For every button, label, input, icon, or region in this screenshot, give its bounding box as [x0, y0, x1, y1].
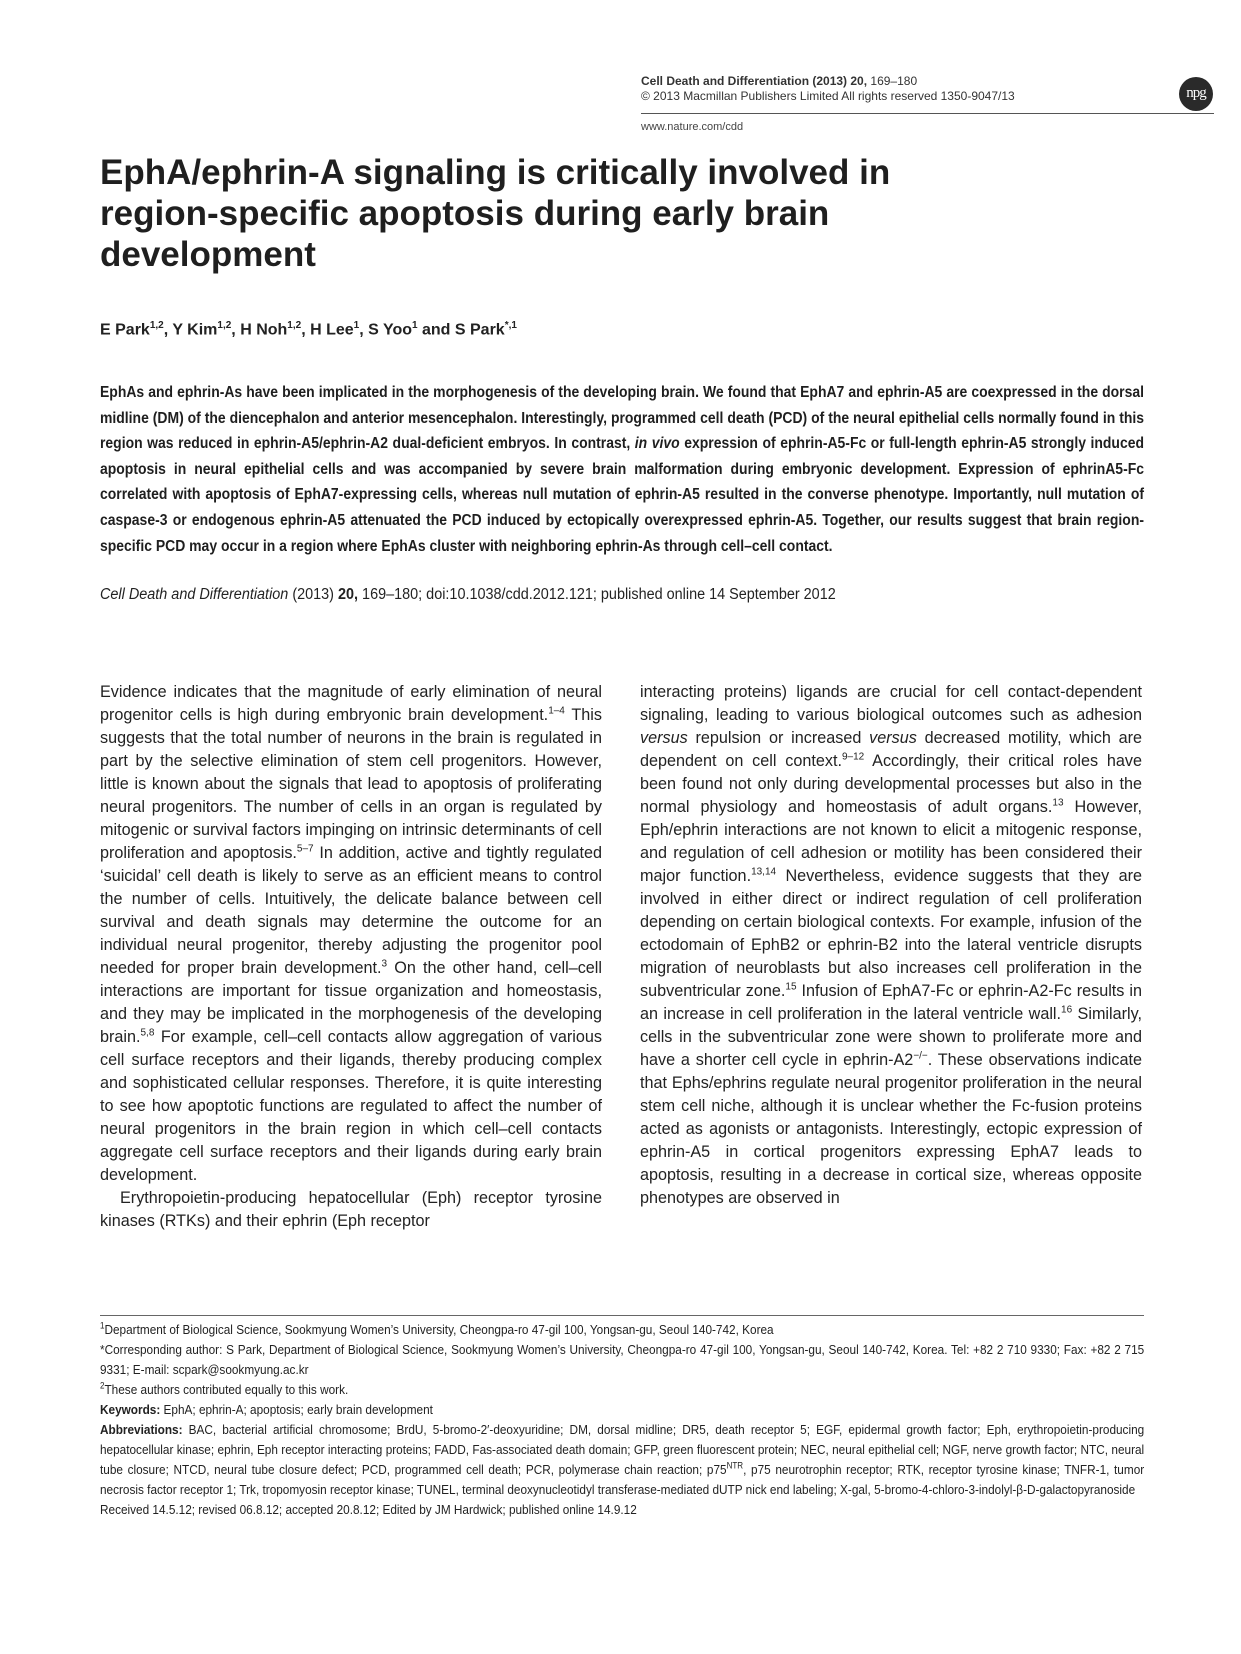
affiliation-text: These authors contributed equally to this work.	[104, 1382, 349, 1397]
body-column-left	[100, 681, 602, 1233]
body-italic: versus	[869, 729, 917, 747]
author-list	[100, 320, 517, 339]
author-affiliation-mark: 1,2	[149, 320, 164, 331]
journal-header	[641, 74, 1201, 104]
body-text: Evidence indicates that the magnitude of early elimination of neural progenitor cells is high during embryonic brain development.	[100, 683, 602, 724]
npg-logo-icon: npg	[1179, 77, 1213, 111]
affiliation-mark: 1	[100, 1320, 105, 1331]
keywords-text: EphA; ephrin-A; apoptosis; early brain development	[160, 1402, 433, 1417]
body-text: In addition, active and tightly regulated ‘suicidal’ cell death is likely to serve as an efficient means to control the number of cells. Intuitively, the delicate balance between cell survival and death signals may determine the outcome for an individual neural progenitor, thereby adjusting the progenitor pool needed for proper brain development.	[100, 844, 602, 977]
abbreviations-text: , p75 neurotrophin receptor; RTK, receptor tyrosine kinase; TNFR-1, tumor necrosis factor receptor 1; Trk, tropomyosin receptor kinase; TUNEL, terminal deoxynucleotidyl transferase-mediated dUTP nick end labeling; X-gal, 5-bromo-4-chloro-3-indolyl-β-D-galactopyranoside	[100, 1462, 1145, 1497]
abstract	[100, 380, 1144, 559]
author-name: H Lee	[310, 321, 354, 339]
affiliation-text: Department of Biological Science, Sookmyung Women’s University, Cheongpa-ro 47-gil 100, Yongsan-gu, Seoul 140-742, Korea	[104, 1322, 774, 1337]
reference-mark[interactable]: 9–12	[841, 751, 865, 763]
author-affiliation-mark: 1,2	[287, 320, 302, 331]
journal-pages: 169–180	[870, 74, 918, 88]
header-divider	[641, 113, 1214, 114]
body-text: On the other hand, cell–cell interactions are important for tissue organization and homeostasis, and they may be implicated in the morphogenesis of the developing brain.	[100, 959, 603, 1046]
author-name: H Noh	[240, 321, 288, 339]
affiliation-1	[100, 1320, 1144, 1340]
author-separator: and	[417, 321, 455, 339]
corresponding-author: *Corresponding author: S Park, Department of Biological Science, Sookmyung Women’s University, Cheongpa-ro 47-gil 100, Yongsan-gu, Seoul 140-742, Korea. Tel: +82 2 710 9330; Fax: +82 2 715 9331; E-mail: scpark@sookmyung.ac.kr	[100, 1342, 1145, 1377]
author-separator: ,	[231, 321, 241, 339]
body-text: decreased motility, which are dependent on cell context.	[640, 729, 1143, 770]
abbreviations-text: BAC, bacterial artificial chromosome; BrdU, 5-bromo-2′-deoxyuridine; DM, dorsal midline; DR5, death receptor 5; EGF, epidermal growth factor; Eph, erythropoietin-producing hepatocellular kinase; ephrin, Eph receptor interacting proteins; FADD, Fas-associated death domain; GFP, green fluorescent protein; NEC, neural epithelial cell; NGF, nerve growth factor; NTC, neural tube closure; NTCD, neural tube closure defect; PCD, programmed cell death; PCR, polymerase chain reaction; p75	[100, 1422, 1145, 1477]
body-column-right	[640, 681, 1142, 1210]
reference-mark[interactable]: 5,8	[140, 1027, 155, 1039]
citation-year: (2013)	[288, 586, 338, 603]
copyright-line: © 2013 Macmillan Publishers Limited All rights reserved 1350-9047/13	[641, 89, 1015, 103]
journal-url-link[interactable]: www.nature.com/cdd	[641, 121, 744, 133]
reference-mark[interactable]: 5–7	[296, 843, 314, 855]
citation-volume: 20,	[337, 586, 359, 603]
author-separator: ,	[163, 321, 173, 339]
affiliation-mark: 2	[100, 1380, 105, 1391]
author-separator: ,	[359, 321, 369, 339]
body-text: Nevertheless, evidence suggests that they are involved in either direct or indirect regulation of cell proliferation depending on certain biological contexts. For example, infusion of the ectodomain of EphB2 or ephrin-B2 into the lateral ventricle disrupts migration of neuroblasts but also increases cell proliferation in the subventricular zone.	[640, 867, 1142, 1000]
author-affiliation-mark: 1	[411, 320, 418, 331]
body-text: interacting proteins) ligands are crucial for cell contact-dependent signaling, leading to various biological outcomes such as adhesion	[640, 683, 1142, 724]
body-text: Accordingly, their critical roles have been found not only during developmental processes but also in the normal physiology and homeostasis of adult organs.	[640, 752, 1142, 816]
abstract-text-1: EphAs and ephrin-As have been implicated in the morphogenesis of the developing brain. We found that EphA7 and ephrin-A5 are coexpressed in the dorsal midline (DM) of the diencephalon and anterior mesencephalon. Interestingly, programmed cell death (PCD) of the neural epithelial cells normally found in this region was reduced in ephrin-A5/ephrin-A2 dual-deficient embryos. In contrast,	[100, 384, 1144, 453]
citation-rest: 169–180; doi:10.1038/cdd.2012.121; published online 14 September 2012	[358, 586, 836, 603]
body-paragraph	[100, 681, 602, 1187]
abstract-italic: in vivo	[634, 435, 680, 453]
abstract-text-2: expression of ephrin-A5-Fc or full-length ephrin-A5 strongly induced apoptosis in neural epithelial cells and was accompanied by severe brain malformation during embryonic development. Expression of ephrinA5-Fc correlated with apoptosis of EphA7-expressing cells, whereas null mutation of ephrin-A5 resulted in the converse phenotype. Importantly, null mutation of caspase-3 or endogenous ephrin-A5 attenuated the PCD induced by ectopically overexpressed ephrin-A5. Together, our results suggest that brain region-specific PCD may occur in a region where EphAs cluster with neighboring ephrin-As through cell–cell contact.	[100, 435, 1144, 555]
footnotes	[100, 1320, 1144, 1520]
keywords-label: Keywords:	[100, 1402, 161, 1417]
genotype-superscript: −/−	[913, 1050, 928, 1062]
abbreviations-label: Abbreviations:	[100, 1422, 183, 1437]
author-name: E Park	[100, 321, 150, 339]
body-text: Similarly, cells in the subventricular zone were shown to proliferate more and have a shorter cell cycle in ephrin-A2	[640, 1005, 1142, 1069]
reference-mark[interactable]: 15	[785, 981, 797, 993]
journal-line	[641, 74, 1201, 89]
article-title: EphA/ephrin-A signaling is critically involved in region-specific apoptosis during early brain development	[100, 153, 891, 274]
author-separator: ,	[301, 321, 311, 339]
body-italic: versus	[640, 729, 688, 747]
journal-name: Cell Death and Differentiation (2013) 20,	[641, 74, 868, 88]
author-affiliation-mark: 1,2	[217, 320, 232, 331]
citation-journal: Cell Death and Differentiation	[100, 586, 289, 603]
reference-mark[interactable]: 13	[1052, 797, 1064, 809]
body-paragraph: Erythropoietin-producing hepatocellular (Eph) receptor tyrosine kinases (RTKs) and their ephrin (Eph receptor	[100, 1189, 602, 1230]
reference-mark[interactable]: 3	[381, 958, 388, 970]
reference-mark[interactable]: 1–4	[548, 705, 565, 717]
reference-mark[interactable]: 13,14	[751, 866, 777, 878]
reference-mark[interactable]: 16	[1061, 1004, 1073, 1016]
body-text: Infusion of EphA7-Fc or ephrin-A2-Fc results in an increase in cell proliferation in the lateral ventricle wall.	[640, 982, 1142, 1023]
citation-line	[100, 584, 836, 606]
abbreviations	[100, 1420, 1144, 1500]
body-paragraph	[640, 681, 1142, 1210]
author-name: S Yoo	[368, 321, 412, 339]
keywords	[100, 1400, 1144, 1420]
body-text: For example, cell–cell contacts allow aggregation of various cell surface receptors and their ligands, thereby producing complex and sophisticated cellular responses. Therefore, it is quite interesting to see how apoptotic functions are regulated to affect the number of neural progenitors in the brain region in which cell–cell contacts aggregate cell surface receptors and their ligands during early brain development.	[100, 1028, 602, 1184]
affiliation-2	[100, 1380, 1144, 1400]
body-text: However, Eph/ephrin interactions are not known to elicit a mitogenic response, and regulation of cell adhesion or motility has been considered their major function.	[640, 798, 1142, 885]
received-dates: Received 14.5.12; revised 06.8.12; accepted 20.8.12; Edited by JM Hardwick; published online 14.9.12	[100, 1502, 637, 1517]
body-text: repulsion or increased	[687, 729, 870, 747]
footnote-divider	[100, 1315, 1144, 1316]
author-name: S Park	[454, 321, 505, 339]
body-text: . These observations indicate that Ephs/ephrins regulate neural progenitor proliferation in the neural stem cell niche, although it is unclear whether the Fc-fusion proteins acted as agonists or antagonists. Interestingly, ectopic expression of ephrin-A5 in cortical progenitors expressing EphA7 leads to apoptosis, resulting in a decrease in cortical size, whereas opposite phenotypes are observed in	[640, 1051, 1142, 1207]
author-affiliation-mark: *,1	[504, 320, 517, 331]
author-affiliation-mark: 1	[353, 320, 360, 331]
author-name: Y Kim	[172, 321, 218, 339]
body-text: This suggests that the total number of neurons in the brain is regulated in part by the selective elimination of stem cell progenitors. However, little is known about the signals that lead to apoptosis of proliferating neural progenitors. The number of cells in an organ is regulated by mitogenic or survival factors impinging on intrinsic determinants of cell proliferation and apoptosis.	[100, 706, 602, 862]
abbreviations-superscript: NTR	[726, 1460, 744, 1471]
